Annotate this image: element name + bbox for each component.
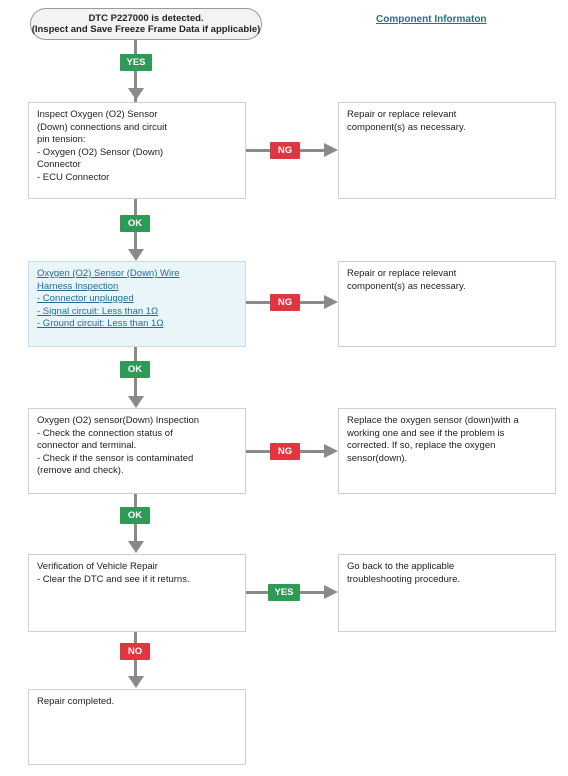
step-line: (remove and check). [37,465,124,476]
result-box-repair-1 [338,102,556,199]
ok-badge: OK [120,215,150,232]
arrow-right-icon [324,295,338,309]
start-node [30,8,262,40]
arrow-down-icon [128,396,144,408]
arrow-right-icon [324,444,338,458]
yes-badge: YES [268,584,300,601]
result-line: sensor(down). [347,452,408,464]
result-box-repair-2 [338,261,556,347]
arrow-down-icon [128,249,144,261]
connector-unplugged-link[interactable]: - Connector unplugged [37,293,134,304]
step-line: Verification of Vehicle Repair [37,561,158,572]
step-box-sensor-inspection [28,408,246,494]
arrow-down-icon [128,88,144,100]
result-line: component(s) as necessary. [347,280,466,292]
result-line: working one and see if the problem is [347,427,505,439]
result-line: corrected. If so, replace the oxygen [347,440,496,451]
step-box-wire-harness [28,261,246,347]
ground-circuit-link[interactable]: - Ground circuit: Less than 1Ω [37,318,164,329]
arrow-down-icon [128,541,144,553]
result-box-replace-sensor [338,408,556,494]
component-information-link[interactable]: Component Informaton [376,14,487,25]
step-box-verification [28,554,246,632]
ng-badge: NG [270,142,300,159]
result-line: Replace the oxygen sensor (down)with a [347,415,519,426]
ng-badge: NG [270,294,300,311]
step-line: connector and terminal. [37,440,137,451]
start-subtitle: (Inspect and Save Freeze Frame Data if applicable) [31,24,261,35]
result-line: component(s) as necessary. [347,121,466,133]
result-box-go-back [338,554,556,632]
result-line: Repair or replace relevant [347,268,457,279]
final-box-repair-completed [28,689,246,765]
step-line: Inspect Oxygen (O2) Sensor [37,109,158,120]
result-line: Go back to the applicable [347,561,455,572]
start-title: DTC P227000 is detected. [88,13,204,24]
final-text: Repair completed. [37,696,115,707]
step-box-pin-tension [28,102,246,199]
step-line: - Clear the DTC and see if it returns. [37,573,190,585]
wire-harness-inspection-link[interactable]: Oxygen (O2) Sensor (Down) Wire [37,268,180,279]
arrow-right-icon [324,143,338,157]
step-line: - ECU Connector [37,171,110,183]
step-line: (Down) connections and circuit [37,121,167,133]
no-badge: NO [120,643,150,660]
yes-badge: YES [120,54,152,71]
step-line: Oxygen (O2) sensor(Down) Inspection [37,415,200,426]
result-line: troubleshooting procedure. [347,573,461,585]
step-line: - Check if the sensor is contaminated [37,452,194,464]
result-line: Repair or replace relevant [347,109,457,120]
arrow-right-icon [324,585,338,599]
signal-circuit-link[interactable]: - Signal circuit: Less than 1Ω [37,305,159,317]
step-line: - Oxygen (O2) Sensor (Down) [37,146,164,158]
ok-badge: OK [120,361,150,378]
step-line: - Check the connection status of [37,427,173,439]
step-line: Connector [37,159,81,170]
ok-badge: OK [120,507,150,524]
ng-badge: NG [270,443,300,460]
wire-harness-inspection-link[interactable]: Harness Inspection [37,280,119,292]
step-line: pin tension: [37,134,86,145]
arrow-down-icon [128,676,144,688]
